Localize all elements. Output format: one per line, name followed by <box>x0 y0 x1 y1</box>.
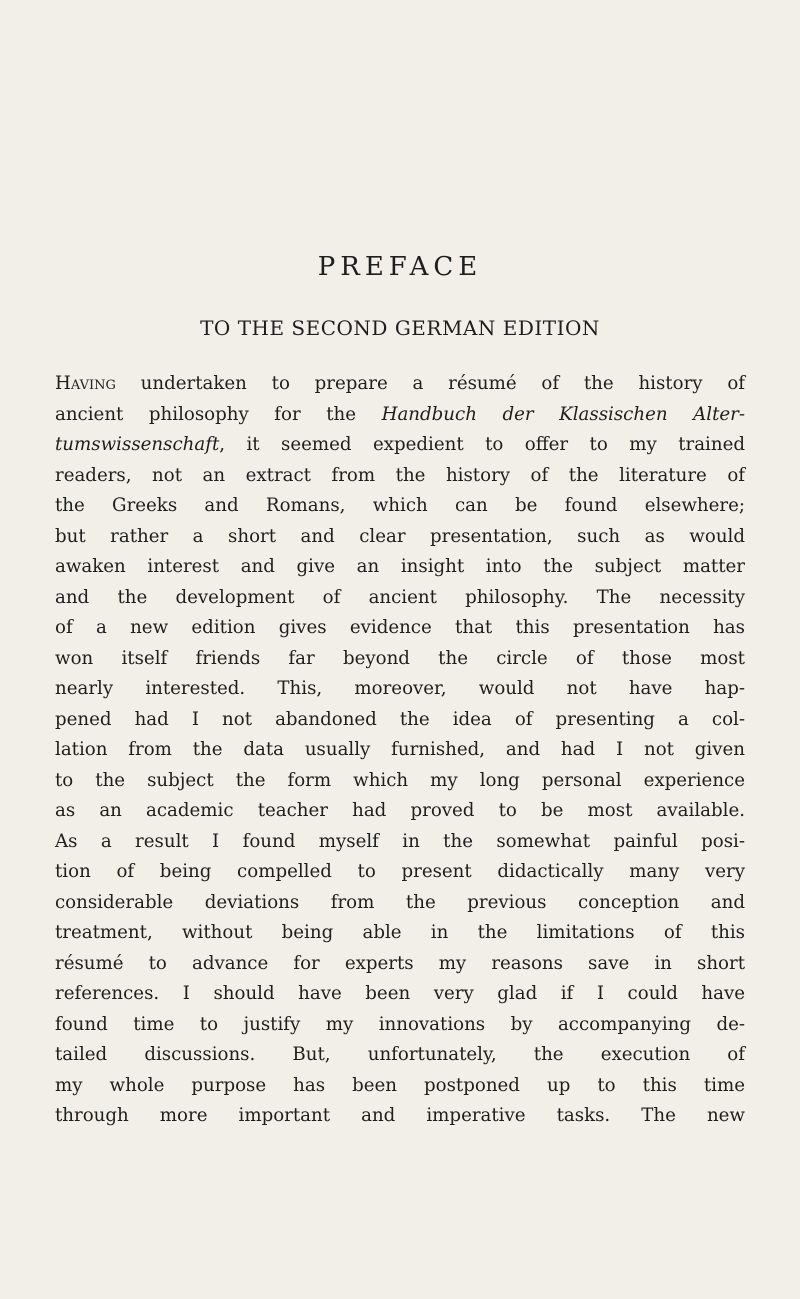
text-line: lation from the data usually furnished, and had I not given <box>55 739 745 760</box>
text-line: considerable deviations from the previous conception and <box>55 891 745 913</box>
text-line: ancient philosophy for the Handbuch der Klassischen Alter- <box>55 403 745 425</box>
text-line: as an academic teacher had proved to be most available. <box>55 800 745 821</box>
text-line: found time to justify my innovations by accompanying de- <box>55 1013 745 1035</box>
text-line: nearly interested. This, moreover, would not have hap- <box>55 678 745 699</box>
text-line: and the development of ancient philosophy. The necessity <box>55 586 745 608</box>
text-line: tion of being compelled to present didactically many very <box>55 861 745 882</box>
text-line: tumswissenschaft, it seemed expedient to offer to my trained <box>55 434 745 455</box>
text-line: tailed discussions. But, unfortunately, the execution of <box>55 1044 745 1065</box>
text-line: pened had I not abandoned the idea of presenting a col- <box>55 708 745 730</box>
preface-paragraph <box>55 369 745 1132</box>
text-line: my whole purpose has been postponed up to this time <box>55 1074 745 1096</box>
italic-title: tumswissenschaft <box>55 434 220 455</box>
text-line: awaken interest and give an insight into the subject matter <box>55 556 745 577</box>
text-line: references. I should have been very glad if I could have <box>55 983 745 1004</box>
opening-word: Having <box>55 373 116 394</box>
text-line: to the subject the form which my long personal experience <box>55 769 745 791</box>
text-line: but rather a short and clear presentation, such as would <box>55 525 745 547</box>
text-line: of a new edition gives evidence that this presentation has <box>55 617 745 638</box>
text-line: won itself friends far beyond the circle of those most <box>55 647 745 669</box>
italic-title: Handbuch der Klassischen Alter- <box>381 403 745 425</box>
text-line: Having undertaken to prepare a résumé of the history of <box>55 373 745 394</box>
text-line: through more important and imperative tasks. The new <box>55 1105 745 1126</box>
text-line: the Greeks and Romans, which can be found elsewhere; <box>55 495 745 516</box>
page-subtitle: TO THE SECOND GERMAN EDITION <box>200 316 600 340</box>
text-line: readers, not an extract from the history of the literature of <box>55 464 745 486</box>
page-title: PREFACE <box>317 252 483 282</box>
text-line: As a result I found myself in the somewhat painful posi- <box>55 830 745 852</box>
text-line: résumé to advance for experts my reasons save in short <box>55 952 745 974</box>
text-line: treatment, without being able in the limitations of this <box>55 922 745 943</box>
